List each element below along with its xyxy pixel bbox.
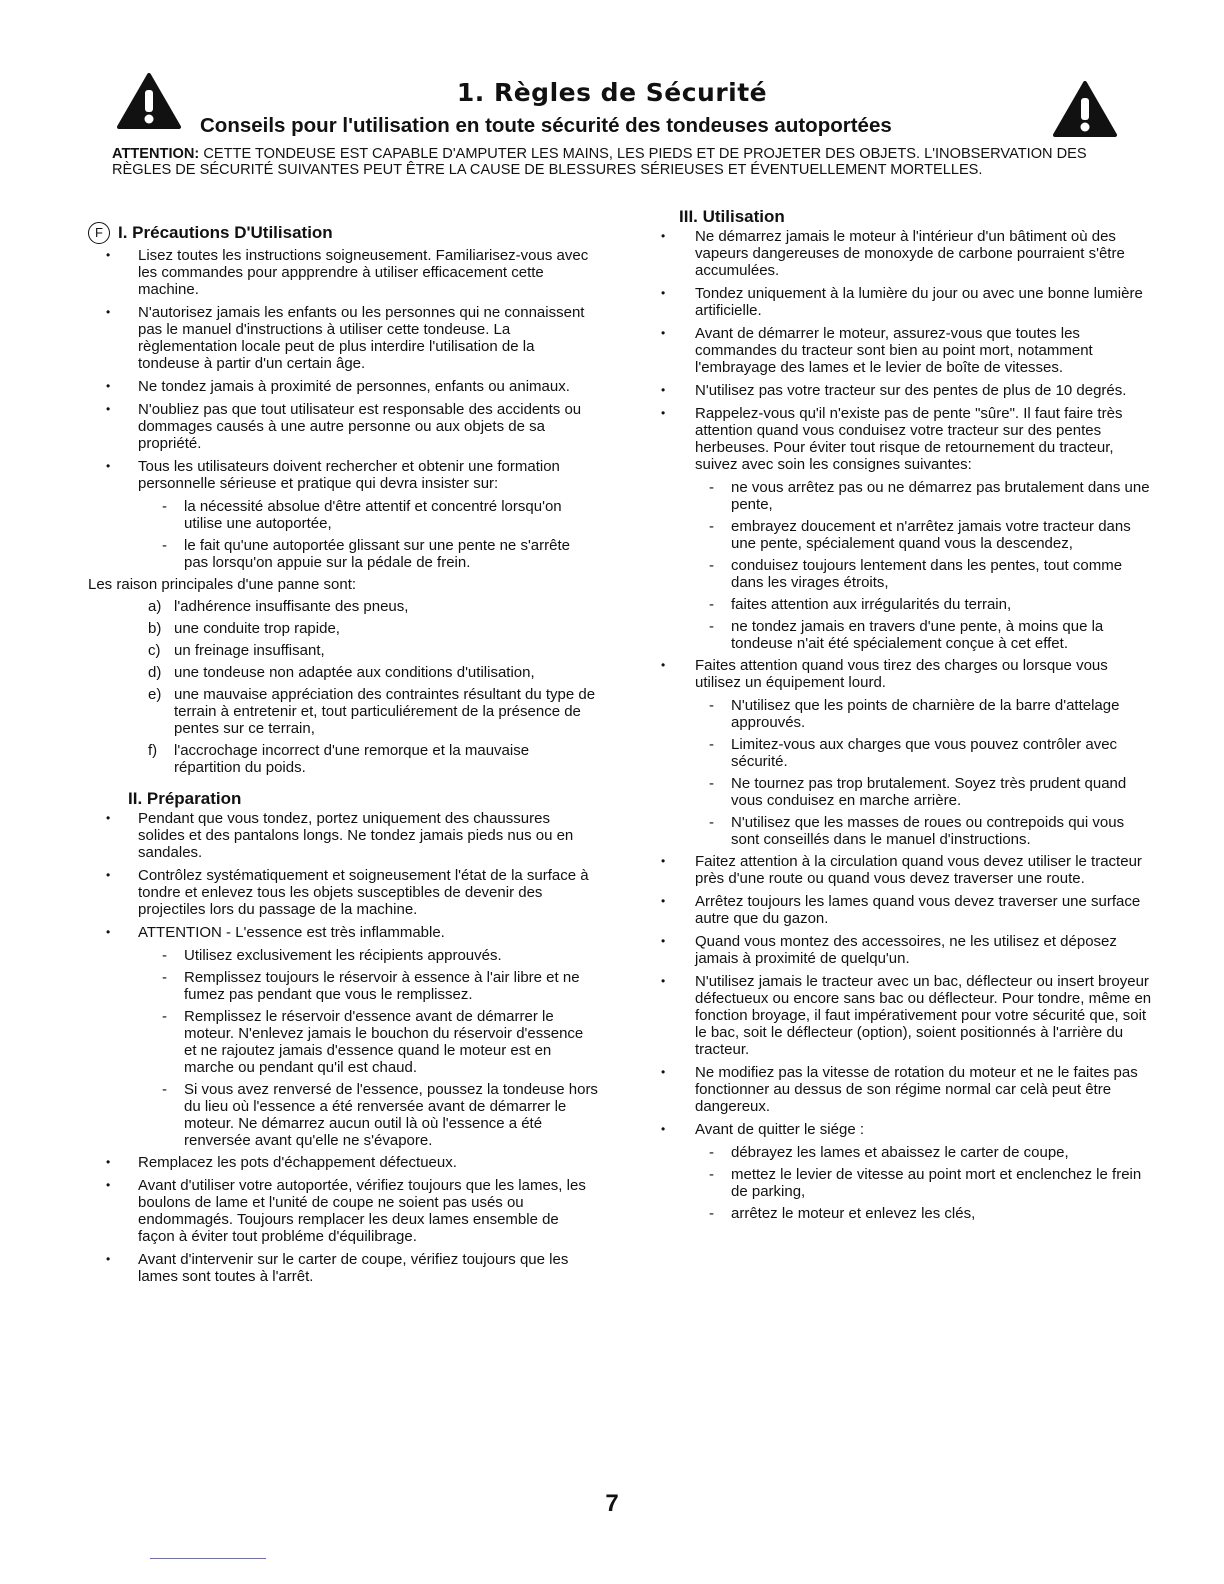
list-item: • Avant de démarrer le moteur, assurez-vous que toutes les commandes du tracteur sont bien au point mort, notamment l'embrayage des lames et le levier de boîte de vitesses. <box>655 325 1155 376</box>
sub-list-item: - la nécessité absolue d'être attentif et concentré lorsqu'on utilise une autoportée, <box>156 498 598 532</box>
list-item: • Arrêtez toujours les lames quand vous devez traverser une surface autre que du gazon. <box>655 893 1155 927</box>
lettered-item: e) une mauvaise appréciation des contraintes résultant du type de terrain à entretenir et, tout particuliérement de la présence de pentes sur ce terrain, <box>148 686 596 737</box>
section2-title: II. Préparation <box>128 789 242 808</box>
page-number: 7 <box>605 1490 619 1517</box>
sub-list-item: - Remplissez toujours le réservoir à essence à l'air libre et ne fumez pas pendant que vous le remplissez. <box>156 969 598 1003</box>
lettered-item: c) un freinage insuffisant, <box>148 642 325 659</box>
sub-list-item: - conduisez toujours lentement dans les pentes, tout comme dans les virages étroits, <box>703 557 1155 591</box>
list-item: • Remplacez les pots d'échappement défectueux. <box>88 1154 598 1171</box>
section-heading <box>88 222 598 244</box>
sub-list-item: - Utilisez exclusivement les récipients approuvés. <box>156 947 598 964</box>
list-item: • Avant de quitter le siége : <box>655 1121 1155 1138</box>
sub-list-item: - ne tondez jamais en travers d'une pente, à moins que la tondeuse n'ait été spécialement conçue à cet effet. <box>703 618 1155 652</box>
sub-list-item: - le fait qu'une autoportée glissant sur une pente ne s'arrête pas lorsqu'on appuie sur la pédale de frein. <box>156 537 598 571</box>
page-title: 1. Règles de Sécurité <box>456 78 768 107</box>
lettered-item: f) l'accrochage incorrect d'une remorque et la mauvaise répartition du poids. <box>148 742 530 776</box>
attention-text: CETTE TONDEUSE EST CAPABLE D'AMPUTER LES MAINS, LES PIEDS ET DE PROJETER DES OBJETS. L'INOBSERVATION DES RÈGLES DE SÉCURITÉ SUIVANTES PEUT ÊTRE LA CAUSE DE BLESSURES SÉRIEUSES ET ÉVENTUELLEMENT MORTELLES. <box>112 146 1087 178</box>
list-item: • Ne modifiez pas la vitesse de rotation du moteur et ne le faites pas fonctionner au dessus de son régime normal car celà peut être dangereux. <box>655 1064 1155 1115</box>
list-item: • Avant d'intervenir sur le carter de coupe, vérifiez toujours que les lames sont toutes à l'arrêt. <box>88 1251 598 1285</box>
language-badge-f: F <box>88 222 110 244</box>
right-column <box>655 208 1155 1227</box>
section1-title: I. Précautions D'Utilisation <box>118 223 333 242</box>
list-item: • N'oubliez pas que tout utilisateur est responsable des accidents ou dommages causés à une autre personne ou aux objets de sa propriété. <box>88 401 598 452</box>
list-item: • Contrôlez systématiquement et soigneusement l'état de la surface à tondre et enlevez tous les objets susceptibles de devenir des projectiles lors du passage de la machine. <box>88 867 598 918</box>
lettered-item: b) une conduite trop rapide, <box>148 620 340 637</box>
left-column <box>88 222 598 1291</box>
sub-list-item: - débrayez les lames et abaissez le carter de coupe, <box>703 1144 1155 1161</box>
sub-list-item: - embrayez doucement et n'arrêtez jamais votre tracteur dans une pente, spécialement quand vous la descendez, <box>703 518 1155 552</box>
list-item: • Faites attention quand vous tirez des charges ou lorsque vous utilisez un équipement lourd. <box>655 657 1155 691</box>
list-item: • Pendant que vous tondez, portez uniquement des chaussures solides et des pantalons longs. Ne tondez jamais pieds nus ou en sandales. <box>88 810 598 861</box>
list-item: • N'autorisez jamais les enfants ou les personnes qui ne connaissent pas le manuel d'instructions à utiliser cette tondeuse. La règlementation locale peut de plus interdire l'utilisation de la tondeuse à partir d'un certain âge. <box>88 304 598 372</box>
paragraph: Les raison principales d'une panne sont: <box>88 576 357 593</box>
list-item: • Quand vous montez des accessoires, ne les utilisez et déposez jamais à proximité de quelqu'un. <box>655 933 1155 967</box>
list-item: • Tondez uniquement à la lumière du jour ou avec une bonne lumière artificielle. <box>655 285 1155 319</box>
list-item: • ATTENTION - L'essence est très inflammable. <box>88 924 598 941</box>
section3-title: III. Utilisation <box>679 207 785 226</box>
attention-warning <box>112 146 1142 178</box>
list-item: • N'utilisez jamais le tracteur avec un bac, déflecteur ou insert broyeur défectueux ou encore sans bac ou déflecteur. Pour tondre, même en fonction broyage, il faut impérativement pour votre sécurité que, soit le bac, soit le déflecteur (option), soient positionnés à l'arrière du tracteur. <box>655 973 1155 1058</box>
sub-list-item: - ne vous arrêtez pas ou ne démarrez pas brutalement dans une pente, <box>703 479 1155 513</box>
sub-list-item: - N'utilisez que les masses de roues ou contrepoids qui vous sont conseillés dans le manuel d'instructions. <box>703 814 1155 848</box>
list-item: • Rappelez-vous qu'il n'existe pas de pente "sûre". Il faut faire très attention quand vous conduisez votre tracteur sur des pentes herbeuses. Pour éviter tout risque de retournement du tracteur, suivez avec soin les consignes suivantes: <box>655 405 1155 473</box>
sub-list-item: - Remplissez le réservoir d'essence avant de démarrer le moteur. N'enlevez jamais le bouchon du réservoir d'essence et ne rajoutez jamais d'essence quand le moteur est en marche ou pendant qu'il est chaud. <box>156 1008 598 1076</box>
list-item: • Ne démarrez jamais le moteur à l'intérieur d'un bâtiment où des vapeurs dangereuses de monoxyde de carbone pourraient s'être accumulées. <box>655 228 1155 279</box>
lettered-item: a) l'adhérence insuffisante des pneus, <box>148 598 409 615</box>
footer-divider <box>150 1558 266 1559</box>
sub-list-item: - N'utilisez que les points de charnière de la barre d'attelage approuvés. <box>703 697 1155 731</box>
list-item: • Faitez attention à la circulation quand vous devez utiliser le tracteur près d'une route ou quand vous devez traverser une route. <box>655 853 1155 887</box>
list-item: • Ne tondez jamais à proximité de personnes, enfants ou animaux. <box>88 378 598 395</box>
list-item: • Avant d'utiliser votre autoportée, vérifiez toujours que les lames, les boulons de lame et l'unité de coupe ne soient pas usés ou endommagés. Toujours remplacer les deux lames ensemble de façon à éviter tout probléme d'équilibrage. <box>88 1177 598 1245</box>
attention-label: ATTENTION: <box>112 146 200 162</box>
list-item: • Lisez toutes les instructions soigneusement. Familiarisez-vous avec les commandes pour appprendre à utiliser efficacement cette machine. <box>88 247 598 298</box>
list-item: • N'utilisez pas votre tracteur sur des pentes de plus de 10 degrés. <box>655 382 1155 399</box>
sub-list-item: - arrêtez le moteur et enlevez les clés, <box>703 1205 1155 1222</box>
sub-list-item: - Ne tournez pas trop brutalement. Soyez très prudent quand vous conduisez en marche arrière. <box>703 775 1155 809</box>
sub-list-item: - Limitez-vous aux charges que vous pouvez contrôler avec sécurité. <box>703 736 1155 770</box>
sub-list-item: - faites attention aux irrégularités du terrain, <box>703 596 1155 613</box>
sub-list-item: - Si vous avez renversé de l'essence, poussez la tondeuse hors du lieu où l'essence a été renversée avant de démarrer le moteur. Ne démarrez aucun outil là où l'essence a été renversée avant qu'elle ne s'évapore. <box>156 1081 598 1149</box>
list-item: • Tous les utilisateurs doivent rechercher et obtenir une formation personnelle sérieuse et pratique qui devra insister sur: <box>88 458 598 492</box>
page-subtitle: Conseils pour l'utilisation en toute sécurité des tondeuses autoportées <box>200 114 892 137</box>
sub-list-item: - mettez le levier de vitesse au point mort et enclenchez le frein de parking, <box>703 1166 1155 1200</box>
lettered-item: d) une tondeuse non adaptée aux conditions d'utilisation, <box>148 664 535 681</box>
